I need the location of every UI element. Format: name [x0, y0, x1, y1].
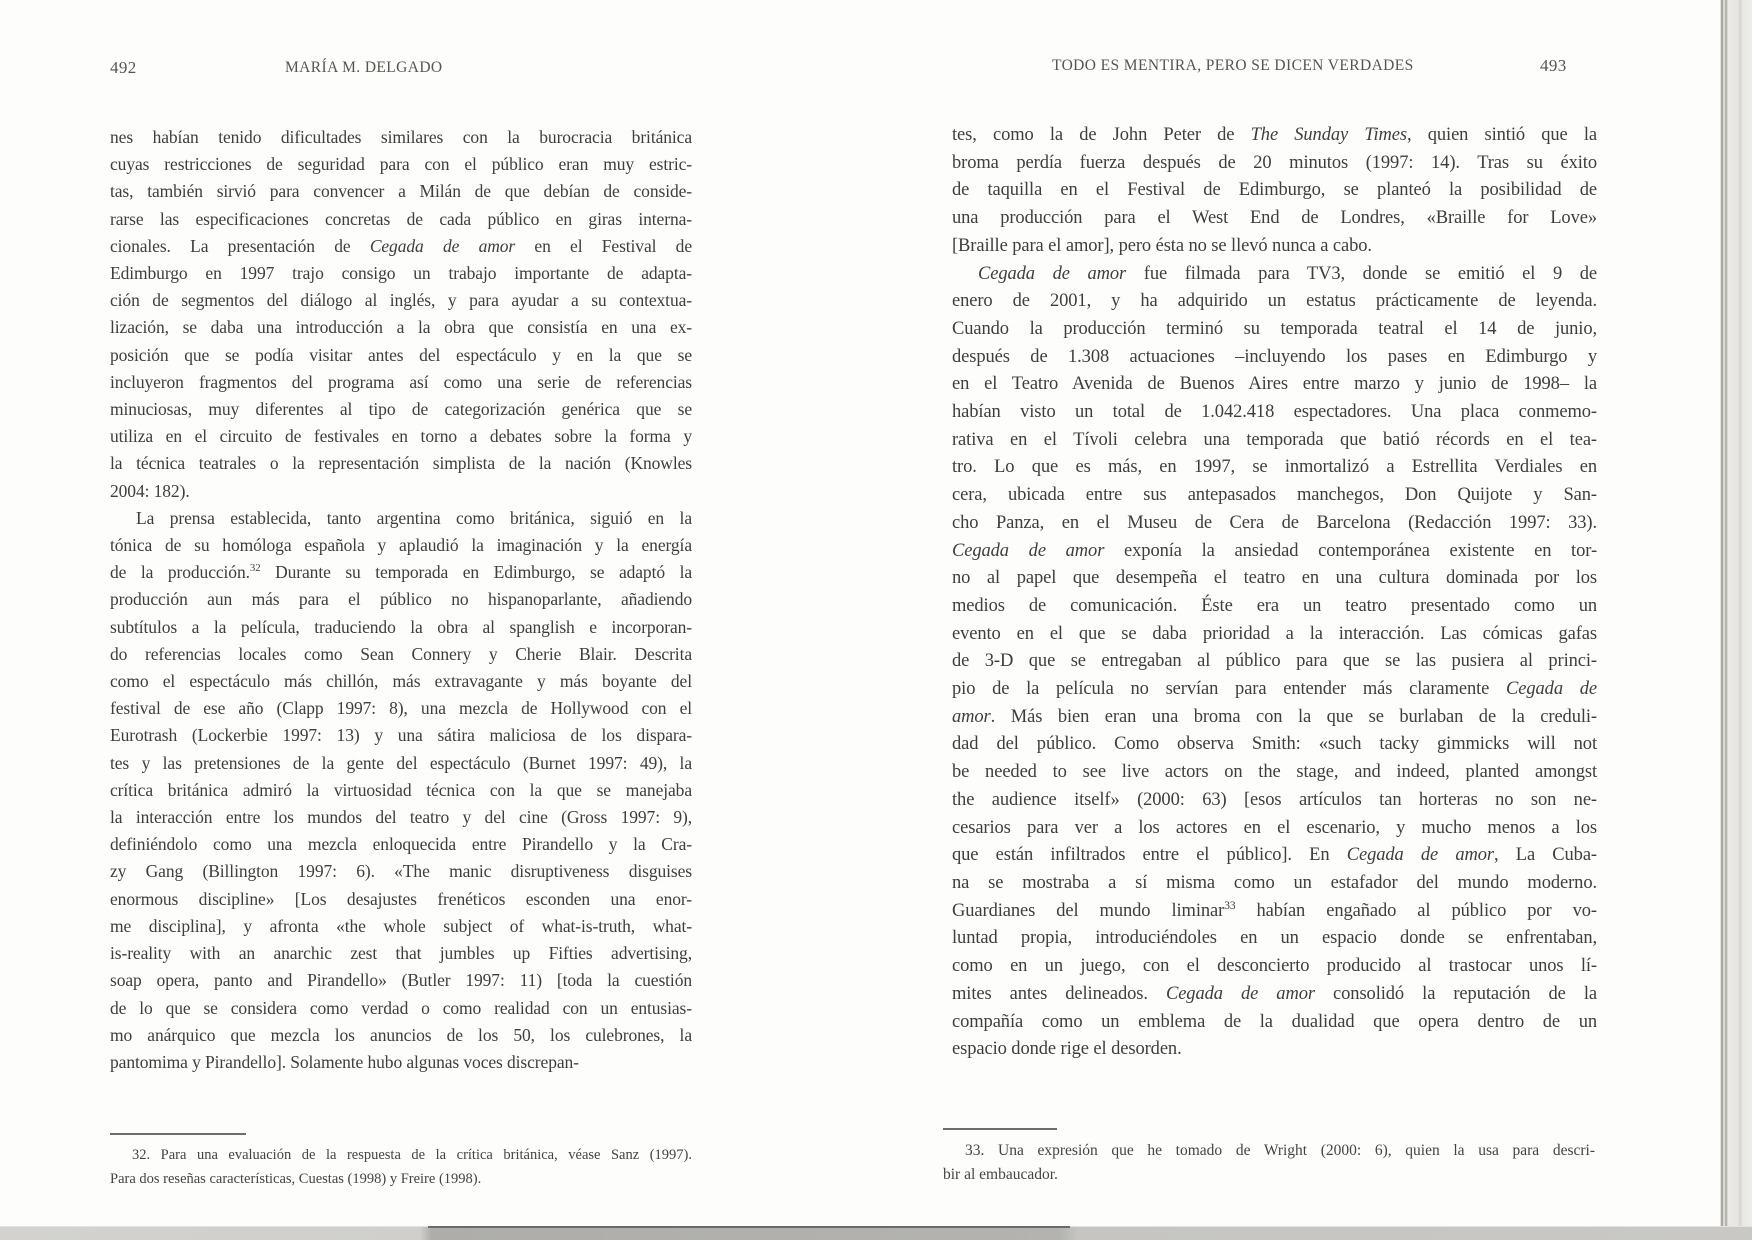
- text-line: Eurotrash (Lockerbie 1997: 13) y una sátira maliciosa de los dispara-: [110, 725, 692, 746]
- footnote-rule: [110, 1133, 246, 1135]
- text-line: na se mostraba a sí misma como un estafador del mundo moderno.: [952, 872, 1597, 893]
- scan-page-edge-shadow: [1720, 0, 1752, 1227]
- scan-bottom-shadow: [428, 1226, 1070, 1228]
- text-line: pantomima y Pirandello]. Solamente hubo algunas voces discrepan-: [110, 1051, 579, 1072]
- text-line: tes, como la de John Peter de The Sunday Times, quien sintió que la: [952, 125, 1598, 145]
- text-line: evento en el que se daba prioridad a la interacción. Las cómicas gafas: [952, 623, 1597, 644]
- text-line: de lo que se considera como verdad o como realidad con un entusias-: [110, 997, 692, 1018]
- text-line: la técnica teatrales o la representación simplista de la nación (Knowles: [110, 453, 692, 474]
- text-line: de taquilla en el Festival de Edimburgo, se planteó la posibilidad de: [952, 180, 1597, 201]
- text-line: rativa en el Tívoli celebra una temporada que batió récords en el tea-: [952, 429, 1597, 450]
- text-line: lización, se daba una introducción a la obra que consistía en una ex-: [110, 317, 692, 338]
- text-line: cera, ubicada entre sus antepasados manchegos, Don Quijote y San-: [952, 485, 1597, 506]
- text-line: is-reality with an anarchic zest that jumbles up Fifties advertising,: [110, 943, 692, 964]
- text-line: cesarios para ver a los actores en el escenario, y mucho menos a los: [952, 817, 1597, 838]
- text-line: mites antes delineados. Cegada de amor consolidó la reputación de la: [952, 983, 1597, 1004]
- text-line: Cegada de amor fue filmada para TV3, donde se emitió el 9 de: [978, 263, 1597, 284]
- text-line: the audience itself» (2000: 63) [esos artículos tan horteras no son ne-: [952, 789, 1597, 810]
- footnote-right: [943, 1128, 1595, 1187]
- footnote-rule: [943, 1128, 1057, 1130]
- text-line: La prensa establecida, tanto argentina como británica, siguió en la: [136, 507, 692, 528]
- text-line: enero de 2001, y ha adquirido un estatus prácticamente de leyenda.: [952, 291, 1597, 312]
- text-line: utiliza en el circuito de festivales en torno a debates sobre la forma y: [110, 426, 692, 447]
- footnote-text: [110, 1144, 692, 1191]
- text-line: dad del público. Como observa Smith: «such tacky gimmicks will not: [952, 734, 1597, 755]
- text-line: 2004: 182).: [110, 480, 190, 501]
- text-line: enormous discipline» [Los desajustes frenéticos esconden una enor-: [110, 888, 692, 909]
- text-line: tes y las pretensiones de la gente del espectáculo (Burnet 1997: 49), la: [110, 752, 692, 773]
- text-line: nes habían tenido dificultades similares con la burocracia británica: [110, 127, 692, 147]
- text-line: luntad propia, introduciéndoles en un espacio donde se enfrentaban,: [952, 928, 1597, 949]
- text-line: broma perdía fuerza después de 20 minutos (1997: 14). Tras su éxito: [952, 152, 1597, 173]
- text-line: amor. Más bien eran una broma con la que se burlaban de la creduli-: [952, 706, 1597, 727]
- text-line: Edimburgo en 1997 trajo consigo un trabajo importante de adapta-: [110, 263, 692, 284]
- text-line: cho Panza, en el Museu de Cera de Barcelona (Redacción 1997: 33).: [952, 512, 1597, 533]
- text-line: que están infiltrados entre el público]. En Cegada de amor, La Cuba-: [952, 845, 1597, 866]
- running-header-left: MARÍA M. DELGADO: [285, 59, 443, 76]
- text-line: cuyas restricciones de seguridad para con el público eran muy estric-: [110, 154, 692, 175]
- scan-bottom-bar: [0, 1226, 1752, 1240]
- text-line: festival de ese año (Clapp 1997: 8), una mezcla de Hollywood con el: [110, 698, 692, 719]
- text-line: do referencias locales como Sean Connery y Cherie Blair. Descrita: [110, 643, 692, 664]
- text-line: 33. Una expresión que he tomado de Wright (2000: 6), quien la usa para descri-: [965, 1142, 1595, 1159]
- text-line: compañía como un emblema de la dualidad que opera dentro de un: [952, 1011, 1597, 1032]
- footnote-left: [110, 1133, 692, 1191]
- text-line: de la producción.$^{32}$ Durante su temporada en Edimburgo, se adaptó la: [110, 562, 692, 583]
- text-line: Cuando la producción terminó su temporada teatral el 14 de junio,: [952, 318, 1597, 339]
- text-line: Para dos reseñas características, Cuestas (1998) y Freire (1998).: [110, 1170, 482, 1187]
- text-line: rarse las especificaciones concretas de cada público en giras interna-: [110, 208, 692, 229]
- text-line: soap opera, panto and Pirandello» (Butler 1997: 11) [toda la cuestión: [110, 970, 692, 991]
- text-line: zy Gang (Billington 1997: 6). «The manic disruptiveness disguises: [110, 861, 692, 882]
- text-line: como en un juego, con el desconcierto producido al trastocar unos lí-: [952, 956, 1597, 977]
- scan-left-edge-line: [5, 0, 7, 1227]
- text-line: definiéndolo como una mezcla enloquecida entre Pirandello y la Cra-: [110, 834, 692, 855]
- text-line: espacio donde rige el desorden.: [952, 1039, 1182, 1060]
- left-page-body-text: [110, 124, 692, 1076]
- text-line: minuciosas, muy diferentes al tipo de categorización genérica que se: [110, 399, 692, 420]
- text-line: una producción para el West End de Londres, «Braille for Love»: [952, 208, 1597, 229]
- page-number-left: 492: [110, 58, 137, 77]
- text-line: bir al embaucador.: [943, 1166, 1058, 1183]
- text-line: incluyeron fragmentos del programa así como una serie de referencias: [110, 371, 692, 392]
- running-header-right: TODO ES MENTIRA, PERO SE DICEN VERDADES: [1052, 57, 1414, 74]
- text-line: mo anárquico que mezcla los anuncios de los 50, los culebrones, la: [110, 1024, 692, 1045]
- text-line: no al papel que desempeña el teatro en una cultura dominada por los: [952, 568, 1597, 589]
- text-line: después de 1.308 actuaciones –incluyendo los pases en Edimburgo y: [952, 346, 1597, 367]
- text-line: subtítulos a la película, traduciendo la obra al spanglish e incorporan-: [110, 616, 692, 637]
- text-line: en el Teatro Avenida de Buenos Aires entre marzo y junio de 1998– la: [952, 374, 1597, 395]
- text-line: cionales. La presentación de Cegada de amor en el Festival de: [110, 235, 692, 256]
- text-line: Guardianes del mundo liminar$^{33}$ habían engañado al público por vo-: [952, 899, 1597, 921]
- text-line: medios de comunicación. Éste era un teatro presentado como un: [952, 595, 1597, 616]
- text-line: be needed to see live actors on the stage, and indeed, planted amongst: [952, 762, 1597, 783]
- text-line: 32. Para una evaluación de la respuesta de la crítica británica, véase Sanz (1997).: [132, 1147, 692, 1163]
- text-line: producción aun más para el público no hispanoparlante, añadiendo: [110, 589, 692, 610]
- text-line: Cegada de amor exponía la ansiedad contemporánea existente en tor-: [952, 540, 1597, 561]
- footnote-text: [943, 1139, 1595, 1187]
- text-line: habían visto un total de 1.042.418 espectadores. Una placa conmemo-: [952, 402, 1597, 423]
- text-line: como el espectáculo más chillón, más extravagante y más boyante del: [110, 671, 692, 692]
- text-line: me disciplina], y afronta «the whole subject of what-is-truth, what-: [110, 915, 692, 936]
- text-line: posición que se podía visitar antes del espectáculo y en la que se: [110, 344, 692, 365]
- text-line: tónica de su homóloga española y aplaudió la imaginación y la energía: [110, 535, 692, 556]
- text-line: crítica británica admiró la virtuosidad técnica con la que se manejaba: [110, 779, 692, 800]
- text-line: tro. Lo que es más, en 1997, se inmortalizó a Estrellita Verdiales en: [952, 457, 1597, 478]
- page-number-right: 493: [1540, 56, 1567, 75]
- text-line: [Braille para el amor], pero ésta no se llevó nunca a cabo.: [952, 235, 1372, 256]
- right-page-body-text: [952, 122, 1597, 1064]
- text-line: pio de la película no servían para entender más claramente Cegada de: [952, 679, 1597, 700]
- text-line: tas, también sirvió para convencer a Milán de que debían de conside-: [110, 181, 692, 202]
- text-line: la interacción entre los mundos del teatro y del cine (Gross 1997: 9),: [110, 807, 692, 828]
- text-line: ción de segmentos del diálogo al inglés, y para ayudar a su contextua-: [110, 290, 692, 311]
- text-line: de 3-D que se entregaban al público para que se las pusiera al princi-: [952, 651, 1597, 672]
